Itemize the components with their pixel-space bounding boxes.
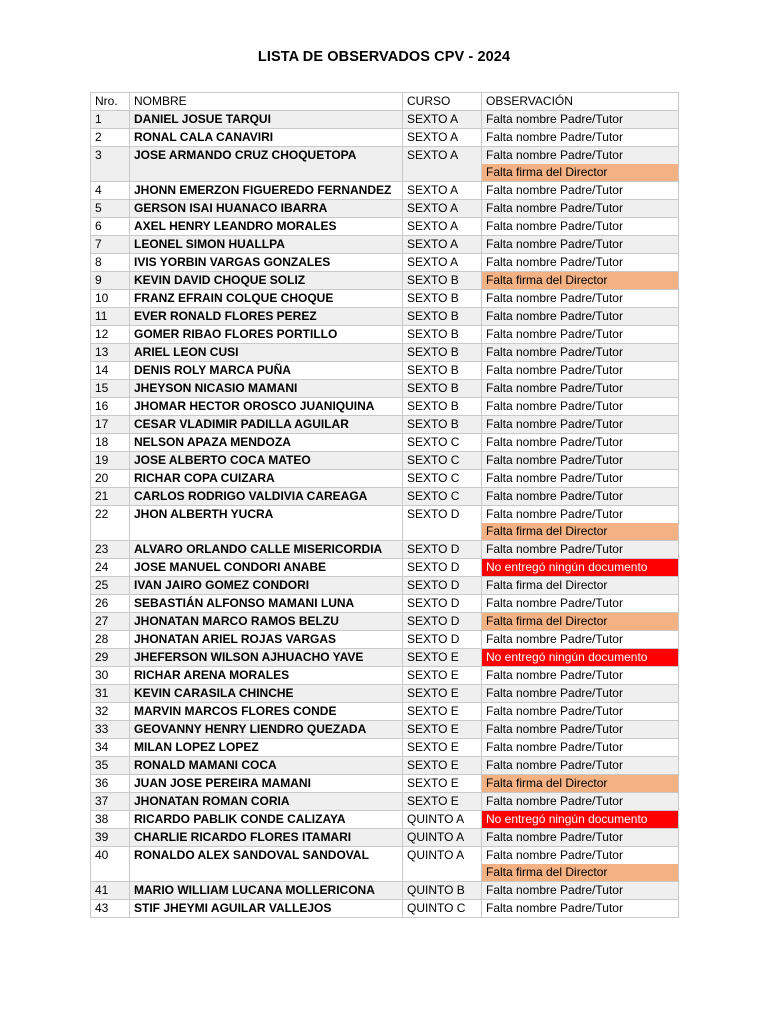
observation-text: Falta firma del Director bbox=[486, 578, 608, 592]
cell-nombre: CARLOS RODRIGO VALDIVIA CAREAGA bbox=[130, 488, 403, 506]
cell-nro: 30 bbox=[91, 667, 130, 685]
cell-nombre: RICHAR ARENA MORALES bbox=[130, 667, 403, 685]
table-row bbox=[91, 344, 679, 362]
cell-observacion bbox=[482, 506, 679, 541]
cell-nombre: KEVIN DAVID CHOQUE SOLIZ bbox=[130, 272, 403, 290]
observation-text: Falta nombre Padre/Tutor bbox=[486, 255, 623, 269]
observation-text: Falta nombre Padre/Tutor bbox=[486, 417, 623, 431]
cell-nombre: FRANZ EFRAIN COLQUE CHOQUE bbox=[130, 290, 403, 308]
cell-nro: 26 bbox=[91, 595, 130, 613]
cell-observacion bbox=[482, 236, 679, 254]
cell-curso: QUINTO A bbox=[403, 811, 482, 829]
cell-nro: 1 bbox=[91, 111, 130, 129]
observation-text: Falta nombre Padre/Tutor bbox=[486, 237, 623, 251]
cell-curso: SEXTO E bbox=[403, 721, 482, 739]
cell-curso: SEXTO E bbox=[403, 703, 482, 721]
table-row bbox=[91, 847, 679, 882]
observation-text: Falta nombre Padre/Tutor bbox=[486, 112, 623, 126]
cell-nombre: JHONATAN ROMAN CORIA bbox=[130, 793, 403, 811]
observation-text: No entregó ningún documento bbox=[482, 811, 678, 828]
cell-nombre: AXEL HENRY LEANDRO MORALES bbox=[130, 218, 403, 236]
observation-text: Falta nombre Padre/Tutor bbox=[486, 219, 623, 233]
table-row bbox=[91, 559, 679, 577]
table-row bbox=[91, 254, 679, 272]
cell-nombre: EVER RONALD FLORES PEREZ bbox=[130, 308, 403, 326]
cell-nombre: DANIEL JOSUE TARQUI bbox=[130, 111, 403, 129]
cell-nro: 21 bbox=[91, 488, 130, 506]
cell-observacion bbox=[482, 577, 679, 595]
table-header-row bbox=[91, 93, 679, 111]
cell-observacion bbox=[482, 398, 679, 416]
observation-text: Falta nombre Padre/Tutor bbox=[486, 740, 623, 754]
cell-nro: 7 bbox=[91, 236, 130, 254]
cell-observacion bbox=[482, 488, 679, 506]
cell-nro: 3 bbox=[91, 147, 130, 182]
observation-text: Falta nombre Padre/Tutor bbox=[486, 686, 623, 700]
cell-observacion bbox=[482, 829, 679, 847]
cell-nro: 14 bbox=[91, 362, 130, 380]
observation-text: Falta nombre Padre/Tutor bbox=[486, 704, 623, 718]
cell-nro: 22 bbox=[91, 506, 130, 541]
cell-curso: SEXTO B bbox=[403, 326, 482, 344]
cell-nombre: JHEYSON NICASIO MAMANI bbox=[130, 380, 403, 398]
cell-curso: QUINTO C bbox=[403, 900, 482, 918]
cell-observacion bbox=[482, 290, 679, 308]
cell-nro: 23 bbox=[91, 541, 130, 559]
cell-curso: SEXTO A bbox=[403, 182, 482, 200]
cell-nombre: JOSE ARMANDO CRUZ CHOQUETOPA bbox=[130, 147, 403, 182]
table-row bbox=[91, 380, 679, 398]
cell-curso: SEXTO E bbox=[403, 757, 482, 775]
cell-nro: 11 bbox=[91, 308, 130, 326]
cell-nombre: STIF JHEYMI AGUILAR VALLEJOS bbox=[130, 900, 403, 918]
cell-curso: SEXTO A bbox=[403, 218, 482, 236]
cell-nombre: JOSE MANUEL CONDORI ANABE bbox=[130, 559, 403, 577]
observation-text: Falta nombre Padre/Tutor bbox=[486, 453, 623, 467]
page-title: LISTA DE OBSERVADOS CPV - 2024 bbox=[257, 49, 511, 65]
cell-nombre: RICHAR COPA CUIZARA bbox=[130, 470, 403, 488]
cell-nombre: IVAN JAIRO GOMEZ CONDORI bbox=[130, 577, 403, 595]
cell-observacion bbox=[482, 380, 679, 398]
table-row bbox=[91, 739, 679, 757]
table-row bbox=[91, 488, 679, 506]
cell-observacion bbox=[482, 757, 679, 775]
cell-curso: SEXTO E bbox=[403, 667, 482, 685]
cell-observacion bbox=[482, 200, 679, 218]
cell-observacion bbox=[482, 272, 679, 290]
cell-nro: 19 bbox=[91, 452, 130, 470]
cell-curso: SEXTO D bbox=[403, 595, 482, 613]
cell-nombre: DENIS ROLY MARCA PUÑA bbox=[130, 362, 403, 380]
cell-nro: 32 bbox=[91, 703, 130, 721]
observation-text: Falta nombre Padre/Tutor bbox=[486, 848, 623, 862]
cell-observacion bbox=[482, 721, 679, 739]
cell-curso: SEXTO E bbox=[403, 739, 482, 757]
cell-curso: QUINTO B bbox=[403, 882, 482, 900]
cell-nro: 41 bbox=[91, 882, 130, 900]
cell-nombre: CHARLIE RICARDO FLORES ITAMARI bbox=[130, 829, 403, 847]
cell-observacion bbox=[482, 111, 679, 129]
table-row bbox=[91, 416, 679, 434]
cell-observacion bbox=[482, 667, 679, 685]
cell-nombre: IVIS YORBIN VARGAS GONZALES bbox=[130, 254, 403, 272]
observation-text: Falta firma del Director bbox=[482, 272, 678, 289]
observation-text: Falta nombre Padre/Tutor bbox=[486, 201, 623, 215]
table-body bbox=[91, 111, 679, 918]
table-row bbox=[91, 326, 679, 344]
observation-text: Falta nombre Padre/Tutor bbox=[486, 632, 623, 646]
table-row bbox=[91, 111, 679, 129]
cell-nro: 5 bbox=[91, 200, 130, 218]
observation-text: Falta nombre Padre/Tutor bbox=[486, 507, 623, 521]
cell-nro: 15 bbox=[91, 380, 130, 398]
cell-nro: 31 bbox=[91, 685, 130, 703]
cell-nro: 39 bbox=[91, 829, 130, 847]
table-row bbox=[91, 811, 679, 829]
cell-nro: 36 bbox=[91, 775, 130, 793]
cell-curso: QUINTO A bbox=[403, 829, 482, 847]
cell-curso: SEXTO B bbox=[403, 272, 482, 290]
table-row bbox=[91, 667, 679, 685]
table-row bbox=[91, 900, 679, 918]
cell-nombre: RICARDO PABLIK CONDE CALIZAYA bbox=[130, 811, 403, 829]
cell-curso: SEXTO B bbox=[403, 416, 482, 434]
cell-observacion bbox=[482, 362, 679, 380]
cell-nro: 2 bbox=[91, 129, 130, 147]
cell-nro: 12 bbox=[91, 326, 130, 344]
observation-text: Falta nombre Padre/Tutor bbox=[486, 363, 623, 377]
cell-nombre: RONALD MAMANI COCA bbox=[130, 757, 403, 775]
cell-observacion bbox=[482, 703, 679, 721]
cell-curso: SEXTO B bbox=[403, 308, 482, 326]
table-row bbox=[91, 541, 679, 559]
cell-curso: SEXTO D bbox=[403, 631, 482, 649]
cell-nro: 18 bbox=[91, 434, 130, 452]
cell-observacion bbox=[482, 847, 679, 882]
table-row bbox=[91, 308, 679, 326]
header-observacion: OBSERVACIÓN bbox=[482, 93, 679, 111]
cell-observacion bbox=[482, 326, 679, 344]
cell-nombre: KEVIN CARASILA CHINCHE bbox=[130, 685, 403, 703]
cell-observacion bbox=[482, 416, 679, 434]
cell-observacion bbox=[482, 470, 679, 488]
observation-text: Falta nombre Padre/Tutor bbox=[486, 794, 623, 808]
observation-text: Falta nombre Padre/Tutor bbox=[486, 596, 623, 610]
cell-curso: SEXTO C bbox=[403, 452, 482, 470]
cell-nombre: MILAN LOPEZ LOPEZ bbox=[130, 739, 403, 757]
table-row bbox=[91, 470, 679, 488]
cell-curso: SEXTO E bbox=[403, 793, 482, 811]
cell-nro: 35 bbox=[91, 757, 130, 775]
observation-text: Falta nombre Padre/Tutor bbox=[486, 901, 623, 915]
cell-nro: 25 bbox=[91, 577, 130, 595]
cell-nro: 29 bbox=[91, 649, 130, 667]
observation-text: Falta nombre Padre/Tutor bbox=[486, 291, 623, 305]
cell-observacion bbox=[482, 631, 679, 649]
cell-nombre: JHONN EMERZON FIGUEREDO FERNANDEZ bbox=[130, 182, 403, 200]
table-row bbox=[91, 236, 679, 254]
cell-observacion bbox=[482, 541, 679, 559]
header-nombre: NOMBRE bbox=[130, 93, 403, 111]
observation-text: No entregó ningún documento bbox=[482, 649, 678, 666]
cell-observacion bbox=[482, 254, 679, 272]
header-nro: Nro. bbox=[91, 93, 130, 111]
cell-observacion bbox=[482, 182, 679, 200]
cell-observacion bbox=[482, 595, 679, 613]
cell-nombre: JOSE ALBERTO COCA MATEO bbox=[130, 452, 403, 470]
observation-text: Falta nombre Padre/Tutor bbox=[486, 381, 623, 395]
cell-observacion bbox=[482, 434, 679, 452]
cell-observacion bbox=[482, 218, 679, 236]
cell-nro: 9 bbox=[91, 272, 130, 290]
table-row bbox=[91, 775, 679, 793]
cell-nombre: MARIO WILLIAM LUCANA MOLLERICONA bbox=[130, 882, 403, 900]
observados-table bbox=[90, 92, 679, 918]
cell-nombre: JUAN JOSE PEREIRA MAMANI bbox=[130, 775, 403, 793]
table-row bbox=[91, 685, 679, 703]
table-row bbox=[91, 200, 679, 218]
observation-text: Falta nombre Padre/Tutor bbox=[486, 130, 623, 144]
cell-observacion bbox=[482, 882, 679, 900]
observation-text: Falta nombre Padre/Tutor bbox=[486, 758, 623, 772]
cell-observacion bbox=[482, 308, 679, 326]
observation-text: Falta nombre Padre/Tutor bbox=[486, 435, 623, 449]
table-row bbox=[91, 703, 679, 721]
cell-curso: SEXTO E bbox=[403, 775, 482, 793]
cell-nro: 34 bbox=[91, 739, 130, 757]
cell-observacion bbox=[482, 649, 679, 667]
cell-nombre: NELSON APAZA MENDOZA bbox=[130, 434, 403, 452]
cell-nombre: SEBASTIÁN ALFONSO MAMANI LUNA bbox=[130, 595, 403, 613]
cell-curso: SEXTO D bbox=[403, 559, 482, 577]
table-row bbox=[91, 272, 679, 290]
table-row bbox=[91, 613, 679, 631]
header-curso: CURSO bbox=[403, 93, 482, 111]
cell-curso: SEXTO E bbox=[403, 685, 482, 703]
cell-nombre: GOMER RIBAO FLORES PORTILLO bbox=[130, 326, 403, 344]
cell-nombre: ARIEL LEON CUSI bbox=[130, 344, 403, 362]
cell-curso: SEXTO B bbox=[403, 380, 482, 398]
cell-observacion bbox=[482, 452, 679, 470]
observation-text: Falta firma del Director bbox=[482, 523, 678, 540]
cell-nro: 38 bbox=[91, 811, 130, 829]
cell-nro: 16 bbox=[91, 398, 130, 416]
observation-text: Falta nombre Padre/Tutor bbox=[486, 148, 623, 162]
cell-curso: SEXTO A bbox=[403, 147, 482, 182]
cell-curso: SEXTO C bbox=[403, 488, 482, 506]
table-row bbox=[91, 434, 679, 452]
cell-nro: 37 bbox=[91, 793, 130, 811]
cell-nro: 20 bbox=[91, 470, 130, 488]
cell-nombre: LEONEL SIMON HUALLPA bbox=[130, 236, 403, 254]
cell-nombre: JHONATAN MARCO RAMOS BELZU bbox=[130, 613, 403, 631]
observation-text: Falta nombre Padre/Tutor bbox=[486, 883, 623, 897]
observation-text: Falta nombre Padre/Tutor bbox=[486, 345, 623, 359]
observation-text: Falta nombre Padre/Tutor bbox=[486, 471, 623, 485]
observation-text: Falta firma del Director bbox=[482, 613, 678, 630]
cell-curso: SEXTO A bbox=[403, 129, 482, 147]
table-row bbox=[91, 290, 679, 308]
cell-curso: SEXTO D bbox=[403, 506, 482, 541]
cell-curso: SEXTO D bbox=[403, 577, 482, 595]
cell-observacion bbox=[482, 559, 679, 577]
cell-observacion bbox=[482, 811, 679, 829]
cell-nombre: JHEFERSON WILSON AJHUACHO YAVE bbox=[130, 649, 403, 667]
table-row bbox=[91, 649, 679, 667]
observation-text: Falta nombre Padre/Tutor bbox=[486, 830, 623, 844]
cell-curso: SEXTO A bbox=[403, 111, 482, 129]
cell-observacion bbox=[482, 685, 679, 703]
cell-nro: 28 bbox=[91, 631, 130, 649]
table-row bbox=[91, 129, 679, 147]
table-row bbox=[91, 362, 679, 380]
cell-nro: 13 bbox=[91, 344, 130, 362]
observation-text: Falta nombre Padre/Tutor bbox=[486, 542, 623, 556]
cell-curso: SEXTO B bbox=[403, 362, 482, 380]
observation-text: Falta nombre Padre/Tutor bbox=[486, 327, 623, 341]
cell-nro: 43 bbox=[91, 900, 130, 918]
table-row bbox=[91, 595, 679, 613]
observation-text: Falta nombre Padre/Tutor bbox=[486, 309, 623, 323]
table-row bbox=[91, 452, 679, 470]
cell-nombre: ALVARO ORLANDO CALLE MISERICORDIA bbox=[130, 541, 403, 559]
cell-nro: 33 bbox=[91, 721, 130, 739]
cell-nombre: JHONATAN ARIEL ROJAS VARGAS bbox=[130, 631, 403, 649]
cell-observacion bbox=[482, 900, 679, 918]
cell-nro: 27 bbox=[91, 613, 130, 631]
cell-nro: 4 bbox=[91, 182, 130, 200]
table-row bbox=[91, 721, 679, 739]
cell-observacion bbox=[482, 739, 679, 757]
cell-nombre: GEOVANNY HENRY LIENDRO QUEZADA bbox=[130, 721, 403, 739]
cell-curso: SEXTO C bbox=[403, 434, 482, 452]
table-row bbox=[91, 218, 679, 236]
cell-curso: SEXTO A bbox=[403, 200, 482, 218]
cell-curso: SEXTO A bbox=[403, 254, 482, 272]
observation-text: Falta firma del Director bbox=[482, 164, 678, 181]
cell-nro: 17 bbox=[91, 416, 130, 434]
table-row bbox=[91, 757, 679, 775]
cell-nro: 6 bbox=[91, 218, 130, 236]
observation-text: Falta nombre Padre/Tutor bbox=[486, 489, 623, 503]
cell-nro: 10 bbox=[91, 290, 130, 308]
cell-curso: SEXTO D bbox=[403, 541, 482, 559]
cell-nombre: GERSON ISAI HUANACO IBARRA bbox=[130, 200, 403, 218]
cell-curso: SEXTO B bbox=[403, 344, 482, 362]
table-row bbox=[91, 829, 679, 847]
observation-text: Falta nombre Padre/Tutor bbox=[486, 399, 623, 413]
cell-nombre: RONAL CALA CANAVIRI bbox=[130, 129, 403, 147]
cell-curso: SEXTO A bbox=[403, 236, 482, 254]
observation-text: Falta firma del Director bbox=[482, 775, 678, 792]
table-row bbox=[91, 631, 679, 649]
cell-nro: 8 bbox=[91, 254, 130, 272]
cell-curso: SEXTO D bbox=[403, 613, 482, 631]
cell-observacion bbox=[482, 147, 679, 182]
cell-curso: QUINTO A bbox=[403, 847, 482, 882]
cell-curso: SEXTO E bbox=[403, 649, 482, 667]
cell-observacion bbox=[482, 775, 679, 793]
table-row bbox=[91, 882, 679, 900]
cell-nombre: JHON ALBERTH YUCRA bbox=[130, 506, 403, 541]
observation-text: Falta nombre Padre/Tutor bbox=[486, 668, 623, 682]
cell-nombre: MARVIN MARCOS FLORES CONDE bbox=[130, 703, 403, 721]
observation-text: Falta nombre Padre/Tutor bbox=[486, 183, 623, 197]
table-row bbox=[91, 182, 679, 200]
cell-curso: SEXTO B bbox=[403, 290, 482, 308]
cell-nombre: JHOMAR HECTOR OROSCO JUANIQUINA bbox=[130, 398, 403, 416]
cell-observacion bbox=[482, 793, 679, 811]
cell-observacion bbox=[482, 613, 679, 631]
table-row bbox=[91, 398, 679, 416]
cell-curso: SEXTO C bbox=[403, 470, 482, 488]
cell-nro: 24 bbox=[91, 559, 130, 577]
table-row bbox=[91, 577, 679, 595]
table-row bbox=[91, 506, 679, 541]
observation-text: Falta nombre Padre/Tutor bbox=[486, 722, 623, 736]
table-row bbox=[91, 793, 679, 811]
observation-text: Falta firma del Director bbox=[482, 864, 678, 881]
cell-nro: 40 bbox=[91, 847, 130, 882]
observation-text: No entregó ningún documento bbox=[482, 559, 678, 576]
cell-nombre: CESAR VLADIMIR PADILLA AGUILAR bbox=[130, 416, 403, 434]
table-row bbox=[91, 147, 679, 182]
cell-curso: SEXTO B bbox=[403, 398, 482, 416]
cell-nombre: RONALDO ALEX SANDOVAL SANDOVAL bbox=[130, 847, 403, 882]
cell-observacion bbox=[482, 129, 679, 147]
cell-observacion bbox=[482, 344, 679, 362]
